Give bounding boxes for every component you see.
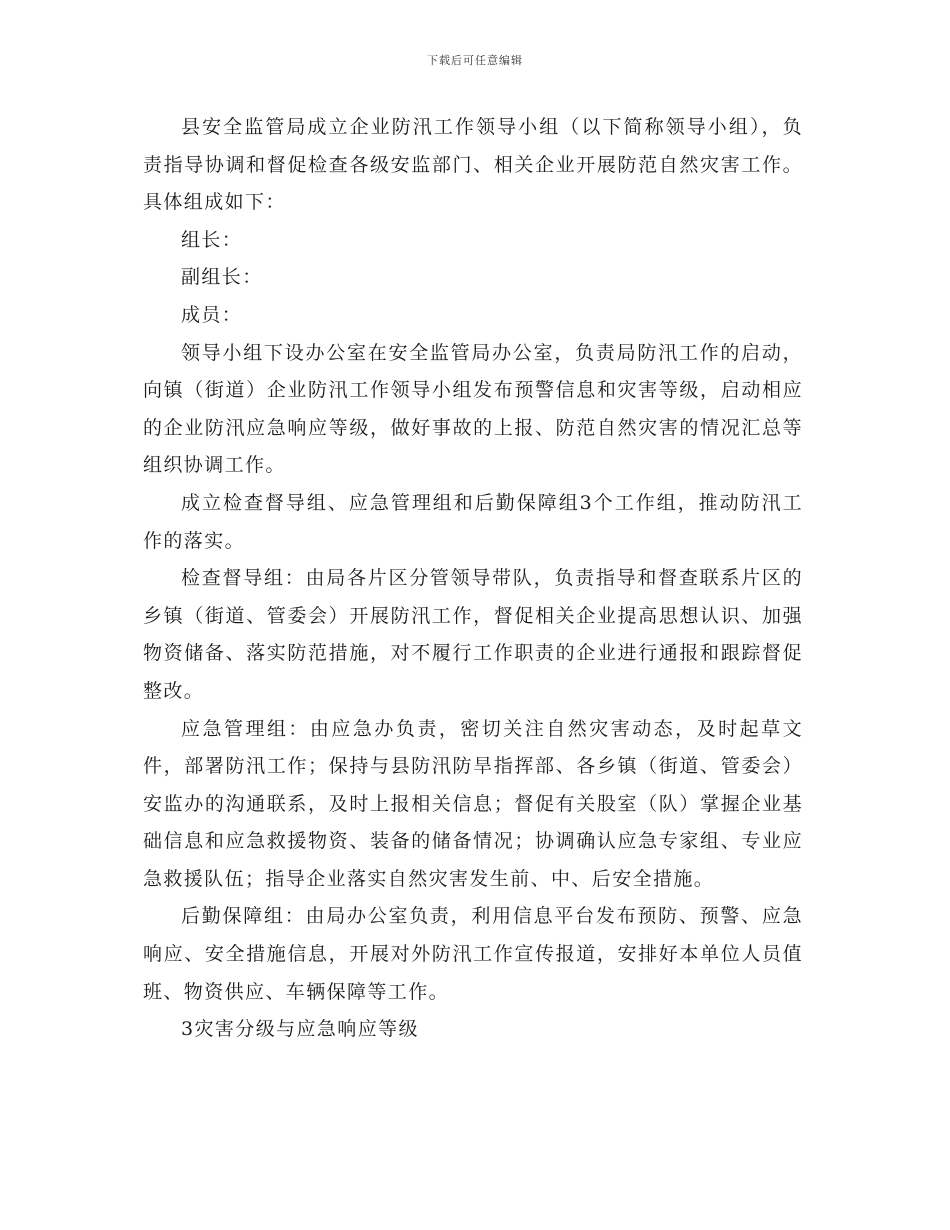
document-body — [143, 109, 803, 1049]
paragraph-group-leader: 组长： — [181, 228, 243, 251]
paragraph-deputy-leader: 副组长： — [181, 266, 263, 289]
paragraph-office-duties: 领导小组下设办公室在安全监管局办公室，负责局防汛工作的启动，向镇（街道）企业防汛工作领导小组发布预警信息和灾害等级，启动相应的企业防汛应急响应等级，做好事故的上报、防范自然灾害的情况汇总等组织协调工作。 — [143, 341, 803, 477]
paragraph-emergency-group: 应急管理组：由应急办负责，密切关注自然灾害动态，及时起草文件，部署防汛工作；保持与县防汛防旱指挥部、各乡镇（街道、管委会）安监办的沟通联系，及时上报相关信息；督促有关股室（队）掌握企业基础信息和应急救援物资、装备的储备情况；协调确认应急专家组、专业应急救援队伍；指导企业落实自然灾害发生前、中、后安全措施。 — [143, 717, 803, 890]
paragraph-working-groups: 成立检查督导组、应急管理组和后勤保障组3个工作组，推动防汛工作的落实。 — [143, 491, 803, 552]
section-heading-disaster-levels: 3灾害分级与应急响应等级 — [181, 1018, 419, 1041]
paragraph-inspection-group: 检查督导组：由局各片区分管领导带队，负责指导和督查联系片区的乡镇（街道、管委会）开展防汛工作，督促相关企业提高思想认识、加强物资储备、落实防范措施，对不履行工作职责的企业进行通报和跟踪督促整改。 — [143, 567, 803, 702]
page-header-note: 下载后可任意编辑 — [427, 54, 523, 67]
paragraph-members: 成员： — [181, 303, 243, 326]
paragraph-leading-group-intro: 县安全监管局成立企业防汛工作领导小组（以下简称领导小组），负责指导协调和督促检查各级安监部门、相关企业开展防范自然灾害工作。具体组成如下： — [143, 116, 803, 214]
paragraph-logistics-group: 后勤保障组：由局办公室负责，利用信息平台发布预防、预警、应急响应、安全措施信息，开展对外防汛工作宣传报道，安排好本单位人员值班、物资供应、车辆保障等工作。 — [143, 905, 803, 1003]
